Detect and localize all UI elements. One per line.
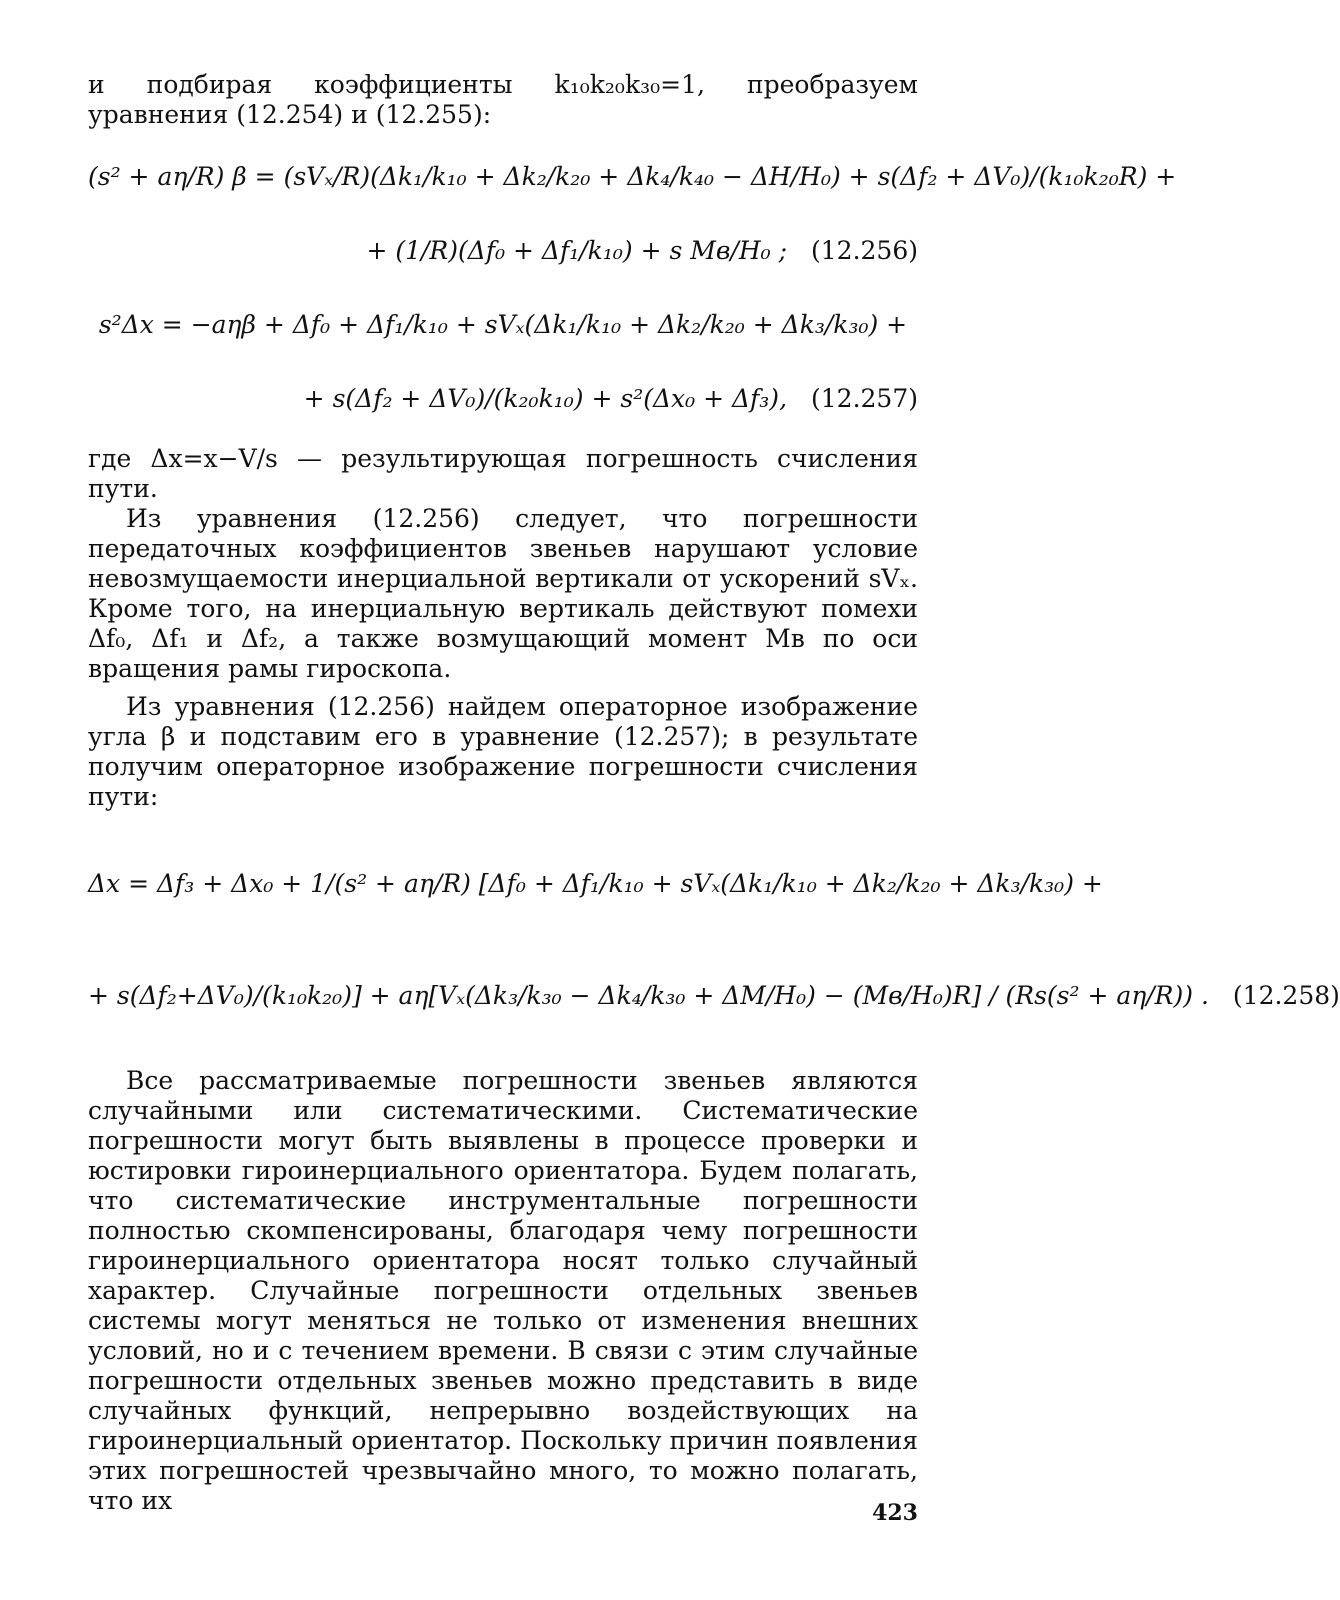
equation-expression: s²Δx = −aηβ + Δf₀ + Δf₁/k₁₀ + sVₓ(Δk₁/k₁₀ + Δk₂/k₂₀ + Δk₃/k₃₀) + (98, 309, 908, 339)
equation-number: (12.257) (811, 383, 918, 413)
equation-number: (12.258) (1232, 980, 1340, 1010)
equation-12-258-line-1 (88, 828, 1103, 938)
equation-12-258-line-2 (88, 940, 1340, 1050)
equation-12-257-line-1 (88, 288, 918, 360)
equation-expression: (s² + aη/R) β = (sVₓ/R)(Δk₁/k₁₀ + Δk₂/k₂₀ + Δk₄/k₄₀ − ΔH/H₀) + s(Δf₂ + ΔV₀)/(k₁₀k₂₀R) + (88, 161, 1177, 191)
equation-12-257-line-2 (88, 362, 918, 434)
page-number: 423 (872, 1500, 918, 1526)
paragraph-2: Из уравнения (12.256) найдем операторное изображение угла β и подставим его в уравнение (12.257); в результате получим операторное изображение погрешности счисления пути: (88, 692, 918, 811)
equation-number: (12.256) (811, 235, 918, 265)
equation-expression: + s(Δf₂+ΔV₀)/(k₁₀k₂₀)] + aη[Vₓ(Δk₃/k₃₀ − Δk₄/k₃₀ + ΔM/H₀) − (Mв/H₀)R] / (Rs(s² + aη/R)) . (88, 980, 1209, 1010)
page-body (88, 70, 1340, 1516)
paragraph-3: Все рассматриваемые погрешности звеньев являются случайными или систематическими. Систематические погрешности могут быть выявлены в процессе проверки и юстировки гироинерциального ориентатора. Будем полагать, что систематические инструментальные погрешности полностью скомпенсированы, благодаря чему погрешности гироинерциального ориентатора носят только случайный характер. Случайные погрешности отдельных звеньев системы могут меняться не только от изменения внешних условий, но и с течением времени. В связи с этим случайные погрешности отдельных звеньев можно представить в виде случайных функций, непрерывно воздействующих на гироинерциальный ориентатор. Поскольку причин появления этих погрешностей чрезвычайно много, то можно полагать, что их (88, 1066, 918, 1515)
equation-expression: + (1/R)(Δf₀ + Δf₁/k₁₀) + s Mв/H₀ ; (366, 235, 788, 265)
equation-12-256-line-1 (88, 140, 1177, 212)
equation-12-256-line-2 (88, 214, 918, 286)
equation-expression: Δx = Δf₃ + Δx₀ + 1/(s² + aη/R) [Δf₀ + Δf₁/k₁₀ + sVₓ(Δk₁/k₁₀ + Δk₂/k₂₀ + Δk₃/k₃₀) + (88, 868, 1103, 898)
where-line: где Δx=x−V/s — результирующая погрешность счисления пути. (88, 444, 918, 503)
intro-paragraph: и подбирая коэффициенты k₁₀k₂₀k₃₀=1, преобразуем уравнения (12.254) и (12.255): (88, 70, 918, 129)
equation-expression: + s(Δf₂ + ΔV₀)/(k₂₀k₁₀) + s²(Δx₀ + Δf₃), (303, 383, 788, 413)
paragraph-1: Из уравнения (12.256) следует, что погрешности передаточных коэффициентов звеньев нарушают условие невозмущаемости инерциальной вертикали от ускорений sVₓ. Кроме того, на инерциальную вертикаль действуют помехи Δf₀, Δf₁ и Δf₂, а также возмущающий момент Mв по оси вращения рамы гироскопа. (88, 504, 918, 683)
